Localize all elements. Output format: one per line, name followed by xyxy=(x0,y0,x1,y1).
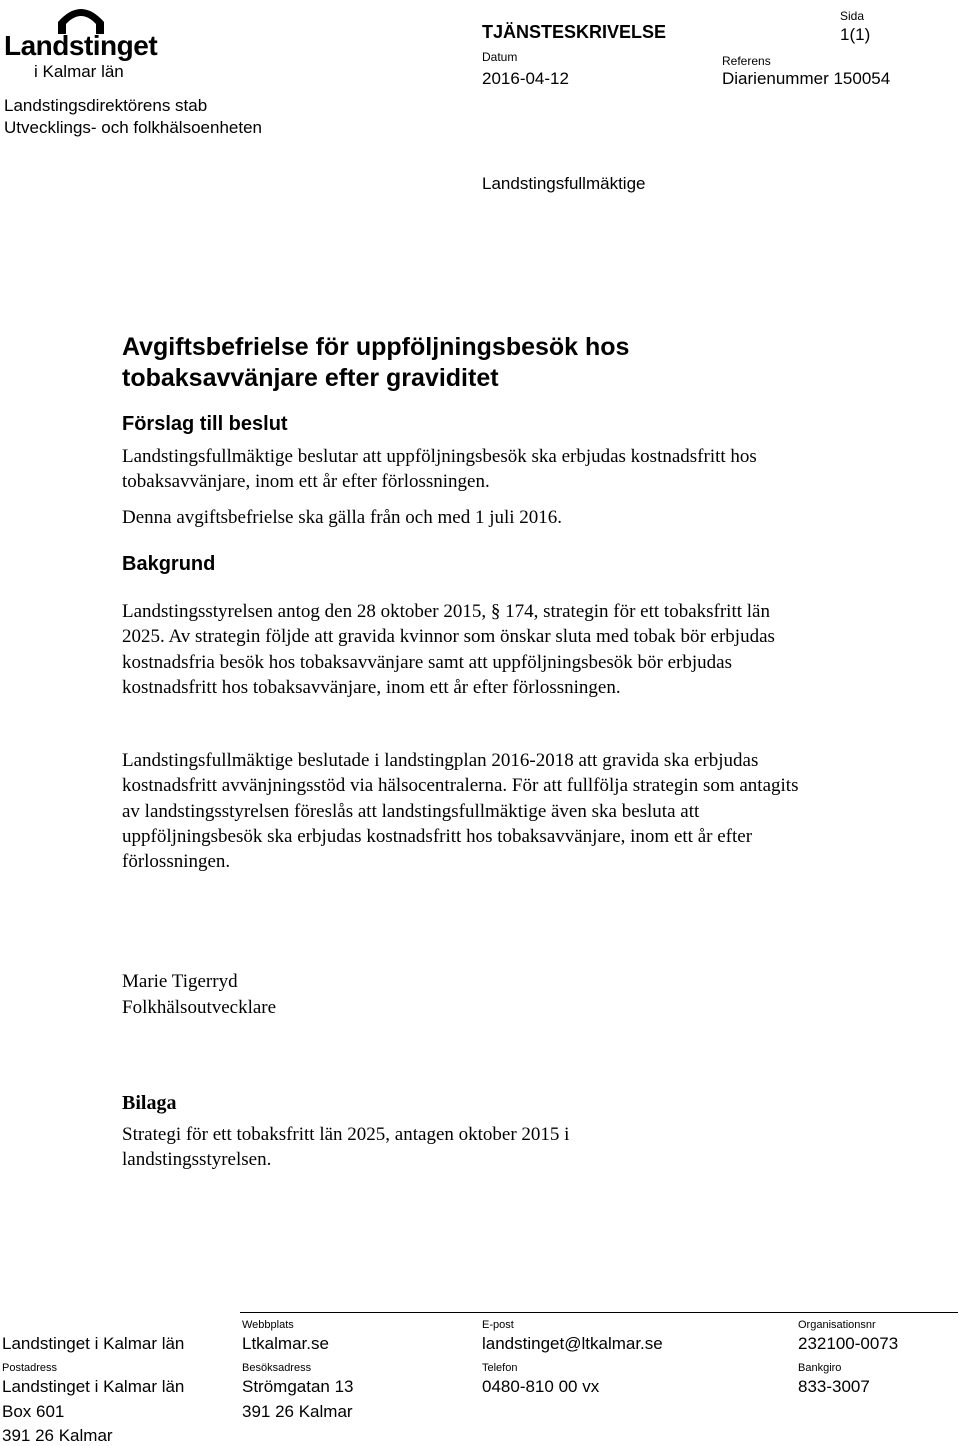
email-link[interactable]: landstinget@ltkalmar.se xyxy=(482,1334,663,1353)
email-label: E-post xyxy=(482,1319,514,1331)
logo-wordmark: Landstinget xyxy=(4,30,158,61)
background-paragraph-2: Landstingsfullmäktige beslutade i landstingplan 2016-2018 att gravida ska erbjudas kostnadsfritt avvänjningsstöd via hälsocentralerna. För att fullfölja strategin som antagits av landstingsstyrelsen föreslås att landstingsfullmäktige även ska besluta att uppföljningsbesök ska erbjudas kostnadsfritt hos tobaksavvänjare, inom ett år efter förlossningen. xyxy=(122,750,799,873)
postal-address-line-1: Landstinget i Kalmar län xyxy=(2,1377,185,1396)
organization-logo xyxy=(4,2,158,82)
proposal-text: Landstingsfullmäktige beslutar att uppföljningsbesök ska erbjudas kostnadsfritt hos tobaksavvänjare, inom ett år efter förlossningen. xyxy=(122,446,757,493)
document-type: TJÄNSTESKRIVELSE xyxy=(482,22,667,42)
reference-value: Diarienummer 150054 xyxy=(722,69,891,88)
title-line-1: Avgiftsbefrielse för uppföljningsbesök hos xyxy=(122,333,630,361)
footer-divider xyxy=(240,1312,958,1313)
bankgiro-label: Bankgiro xyxy=(798,1362,842,1374)
page-number: 1(1) xyxy=(840,25,871,44)
date-value: 2016-04-12 xyxy=(482,69,569,88)
signer-name: Marie Tigerryd xyxy=(122,971,238,992)
footer-org-name: Landstinget i Kalmar län xyxy=(2,1334,185,1353)
website-label: Webbplats xyxy=(242,1319,294,1331)
phone-label: Telefon xyxy=(482,1362,518,1374)
website-link[interactable]: Ltkalmar.se xyxy=(242,1334,329,1353)
postal-address-line-3: 391 26 Kalmar xyxy=(2,1426,113,1445)
postal-address-label: Postadress xyxy=(2,1362,58,1374)
proposal-effective-date: Denna avgiftsbefrielse ska gälla från och med 1 juli 2016. xyxy=(122,507,563,528)
logo-subtitle: i Kalmar län xyxy=(34,62,124,81)
org-number-value: 232100-0073 xyxy=(798,1334,899,1353)
attachment-heading: Bilaga xyxy=(122,1092,177,1114)
phone-value: 0480-810 00 vx xyxy=(482,1377,600,1396)
bankgiro-value: 833-3007 xyxy=(798,1377,870,1396)
background-heading: Bakgrund xyxy=(122,553,216,575)
visiting-address-line-2: 391 26 Kalmar xyxy=(242,1402,353,1421)
org-number-label: Organisationsnr xyxy=(798,1319,876,1331)
attachment-text: Strategi för ett tobaksfritt län 2025, antagen oktober 2015 i landstingsstyrelsen. xyxy=(122,1124,570,1171)
visiting-address-label: Besöksadress xyxy=(242,1362,312,1374)
date-label: Datum xyxy=(482,50,518,64)
proposal-heading: Förslag till beslut xyxy=(122,413,288,435)
recipient: Landstingsfullmäktige xyxy=(482,174,646,193)
signer-title: Folkhälsoutvecklare xyxy=(122,997,277,1018)
department-line-1: Landstingsdirektörens stab xyxy=(4,96,208,115)
page-label: Sida xyxy=(840,9,865,23)
background-paragraph-1: Landstingsstyrelsen antog den 28 oktober 2015, § 174, strategin för ett tobaksfritt län 2025. Av strategin följde att gravida kvinnor som önskar sluta med tobak bör erbjudas kostnadsfria besök hos tobaksavvänjare samt att uppföljningsbesök bör erbjudas kostnadsfritt hos tobaksavvänjare, inom ett år efter förlossningen. xyxy=(122,601,775,698)
department-line-2: Utvecklings- och folkhälsoenheten xyxy=(4,118,262,137)
document-title xyxy=(122,332,842,394)
reference-label: Referens xyxy=(722,54,771,68)
postal-address-line-2: Box 601 xyxy=(2,1402,65,1421)
title-line-2: tobaksavvänjare efter graviditet xyxy=(122,364,499,392)
visiting-address-line-1: Strömgatan 13 xyxy=(242,1377,354,1396)
